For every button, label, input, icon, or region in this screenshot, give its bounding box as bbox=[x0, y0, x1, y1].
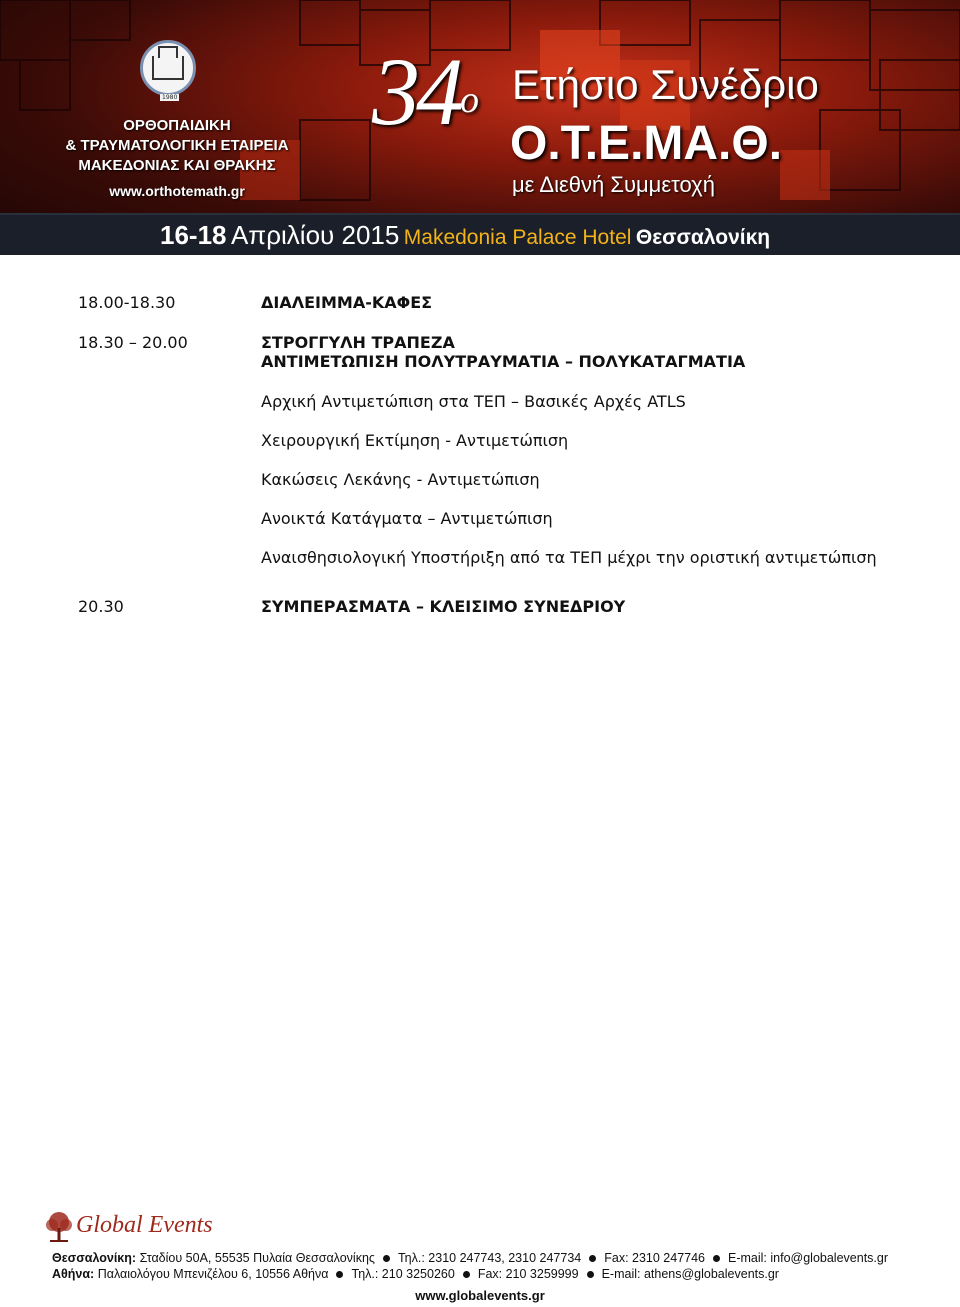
topic-item: Ανοικτά Κατάγματα – Αντιμετώπιση bbox=[261, 509, 553, 528]
conference-hotel: Makedonia Palace Hotel bbox=[403, 226, 632, 249]
bullet-icon bbox=[587, 1271, 594, 1278]
ath-label: Αθήνα: bbox=[52, 1267, 95, 1281]
thes-tel: Τηλ.: 2310 247743, 2310 247734 bbox=[397, 1251, 582, 1265]
society-line-1: ΟΡΘΟΠΑΙΔΙΚΗ bbox=[123, 117, 231, 134]
bullet-icon bbox=[336, 1271, 343, 1278]
ath-tel: Τηλ.: 210 3250260 bbox=[351, 1267, 455, 1281]
conference-number-value: 34 bbox=[372, 38, 460, 145]
logo-year: 1980 bbox=[162, 94, 178, 101]
conference-number-sup: ο bbox=[460, 79, 479, 121]
ath-fax: Fax: 210 3259999 bbox=[477, 1267, 579, 1281]
break-title: ΔΙΑΛΕΙΜΜΑ-ΚΑΦΕΣ bbox=[261, 293, 433, 312]
bullet-icon bbox=[589, 1255, 596, 1262]
thes-label: Θεσσαλονίκη: bbox=[52, 1251, 137, 1265]
round-table-time: 18.30 – 20.00 bbox=[78, 333, 188, 352]
closing-time: 20.30 bbox=[78, 597, 124, 616]
athens-contact bbox=[52, 1266, 779, 1282]
thessaloniki-contact bbox=[52, 1250, 888, 1266]
closing-title: ΣΥΜΠΕΡΑΣΜΑΤΑ – ΚΛΕΙΣΙΜΟ ΣΥΝΕΔΡΙΟΥ bbox=[261, 597, 626, 616]
conference-banner bbox=[0, 0, 960, 255]
tree-icon bbox=[42, 1210, 76, 1244]
topic-item: Αρχική Αντιμετώπιση στα ΤΕΠ – Βασικές Αρχές ATLS bbox=[261, 392, 686, 411]
brand-name: Global Events bbox=[76, 1212, 213, 1238]
society-line-3: ΜΑΚΕΔΟΝΙΑΣ ΚΑΙ ΘΡΑΚΗΣ bbox=[78, 157, 276, 174]
global-events-logo bbox=[42, 1210, 212, 1250]
conference-month: Απριλίου 2015 bbox=[230, 220, 400, 250]
round-table-subtitle: ΑΝΤΙΜΕΤΩΠΙΣΗ ΠΟΛΥΤΡΑΥΜΑΤΙΑ – ΠΟΛΥΚΑΤΑΓΜΑΤΙΑ bbox=[261, 352, 746, 371]
topic-item: Χειρουργική Εκτίμηση - Αντιμετώπιση bbox=[261, 431, 569, 450]
conference-city: Θεσσαλονίκη bbox=[635, 226, 771, 249]
conference-org: Ο.Τ.Ε.ΜΑ.Θ. bbox=[510, 117, 783, 170]
ath-address: Παλαιολόγου Μπενιζέλου 6, 10556 Αθήνα bbox=[97, 1267, 329, 1281]
website-link[interactable]: www.globalevents.gr bbox=[415, 1288, 545, 1303]
bullet-icon bbox=[713, 1255, 720, 1262]
bullet-icon bbox=[463, 1271, 470, 1278]
society-name bbox=[62, 116, 292, 176]
thes-fax: Fax: 2310 247746 bbox=[604, 1251, 706, 1265]
date-venue bbox=[160, 219, 770, 255]
conference-subtitle: με Διεθνή Συμμετοχή bbox=[512, 172, 715, 197]
ath-email: E-mail: athens@globalevents.gr bbox=[601, 1267, 779, 1281]
bullet-icon bbox=[383, 1255, 390, 1262]
castle-icon bbox=[152, 56, 184, 80]
topic-item: Αναισθησιολογική Υποστήριξη από τα ΤΕΠ μέχρι την οριστική αντιμετώπιση bbox=[261, 548, 877, 567]
break-time: 18.00-18.30 bbox=[78, 293, 176, 312]
society-line-2: & ΤΡΑΥΜΑΤΟΛΟΓΙΚΗ ΕΤΑΙΡΕΙΑ bbox=[65, 137, 289, 154]
thes-address: Σταδίου 50Α, 55535 Πυλαία Θεσσαλονίκης bbox=[139, 1251, 375, 1265]
conference-title: Ετήσιο Συνέδριο bbox=[512, 61, 819, 108]
thes-email: E-mail: info@globalevents.gr bbox=[728, 1251, 889, 1265]
conference-dates: 16-18 bbox=[160, 220, 227, 250]
topic-item: Κακώσεις Λεκάνης - Αντιμετώπιση bbox=[261, 470, 540, 489]
conference-number bbox=[372, 38, 479, 145]
society-logo bbox=[140, 40, 196, 96]
round-table-title: ΣΤΡΟΓΓΥΛΗ ΤΡΑΠΕΖΑ bbox=[261, 333, 455, 352]
society-url: www.orthotemath.gr bbox=[109, 183, 245, 199]
